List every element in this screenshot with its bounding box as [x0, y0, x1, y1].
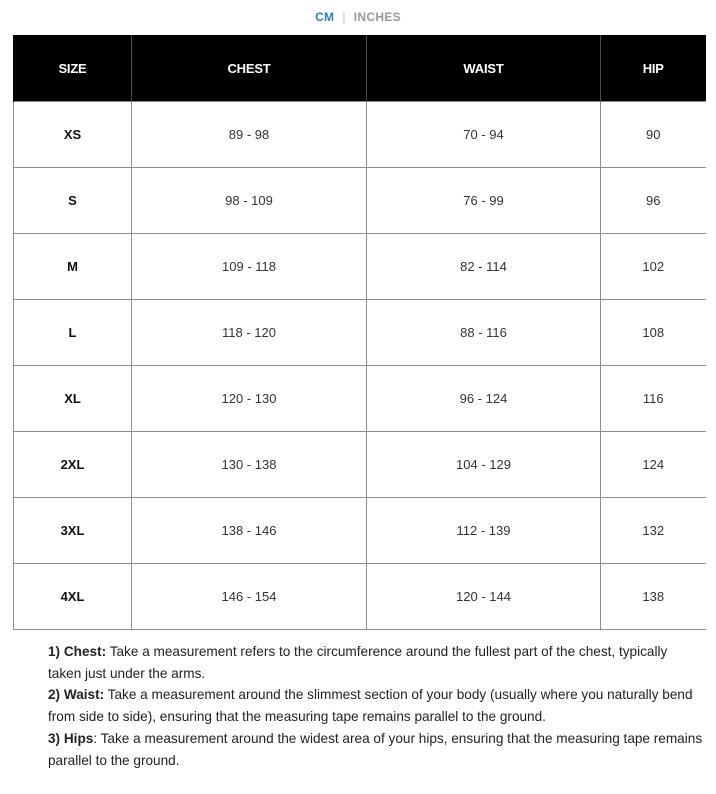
measurement-notes — [48, 641, 703, 771]
chest-cell: 98 - 109 — [132, 168, 367, 234]
waist-cell: 88 - 116 — [367, 300, 601, 366]
hip-cell: 138 — [601, 564, 706, 630]
size-cell: 4XL — [14, 564, 132, 630]
hip-cell: 90 — [601, 102, 706, 168]
header-chest: CHEST — [132, 35, 367, 102]
waist-cell: 70 - 94 — [367, 102, 601, 168]
table-header-row — [14, 35, 706, 102]
table-row — [14, 234, 706, 300]
chest-cell: 89 - 98 — [132, 102, 367, 168]
note-text: Take a measurement refers to the circumference around the fullest part of the chest, typically taken just under the arms. — [48, 644, 668, 681]
table-row — [14, 102, 706, 168]
table-row — [14, 366, 706, 432]
chest-cell: 120 - 130 — [132, 366, 367, 432]
table-row — [14, 498, 706, 564]
unit-toggle — [0, 10, 716, 24]
note-hips — [48, 728, 703, 771]
header-size: SIZE — [14, 35, 132, 102]
header-waist: WAIST — [367, 35, 601, 102]
table-row — [14, 432, 706, 498]
waist-cell: 120 - 144 — [367, 564, 601, 630]
chest-cell: 118 - 120 — [132, 300, 367, 366]
waist-cell: 82 - 114 — [367, 234, 601, 300]
size-cell: S — [14, 168, 132, 234]
waist-cell: 76 - 99 — [367, 168, 601, 234]
hip-cell: 116 — [601, 366, 706, 432]
note-chest — [48, 641, 703, 684]
note-label: 1) Chest: — [48, 644, 107, 659]
size-chart-table — [13, 35, 706, 630]
hip-cell: 96 — [601, 168, 706, 234]
header-hip: HIP — [601, 35, 706, 102]
size-cell: XL — [14, 366, 132, 432]
hip-cell: 124 — [601, 432, 706, 498]
table-row — [14, 300, 706, 366]
chest-cell: 138 - 146 — [132, 498, 367, 564]
chest-cell: 130 - 138 — [132, 432, 367, 498]
size-cell: M — [14, 234, 132, 300]
chest-cell: 109 - 118 — [132, 234, 367, 300]
note-label: 2) Waist: — [48, 687, 105, 703]
size-cell: L — [14, 300, 132, 366]
waist-cell: 96 - 124 — [367, 366, 601, 432]
note-text: Take a measurement around the slimmest section of your body (usually where you naturally bend from side to side), ensuring that the measuring tape remains parallel to the ground. — [48, 687, 693, 725]
unit-cm-tab[interactable]: CM — [315, 10, 335, 24]
unit-separator: | — [342, 10, 346, 24]
table-row — [14, 564, 706, 630]
waist-cell: 104 - 129 — [367, 432, 601, 498]
table-row — [14, 168, 706, 234]
note-label: 3) Hips — [48, 730, 94, 746]
hip-cell: 102 — [601, 234, 706, 300]
unit-inches-tab[interactable]: INCHES — [353, 10, 401, 24]
note-waist — [48, 684, 703, 727]
note-text: : Take a measurement around the widest area of your hips, ensuring that the measuring tape remains parallel to the ground. — [48, 730, 703, 768]
size-cell: XS — [14, 102, 132, 168]
hip-cell: 132 — [601, 498, 706, 564]
hip-cell: 108 — [601, 300, 706, 366]
waist-cell: 112 - 139 — [367, 498, 601, 564]
size-cell: 2XL — [14, 432, 132, 498]
size-cell: 3XL — [14, 498, 132, 564]
chest-cell: 146 - 154 — [132, 564, 367, 630]
